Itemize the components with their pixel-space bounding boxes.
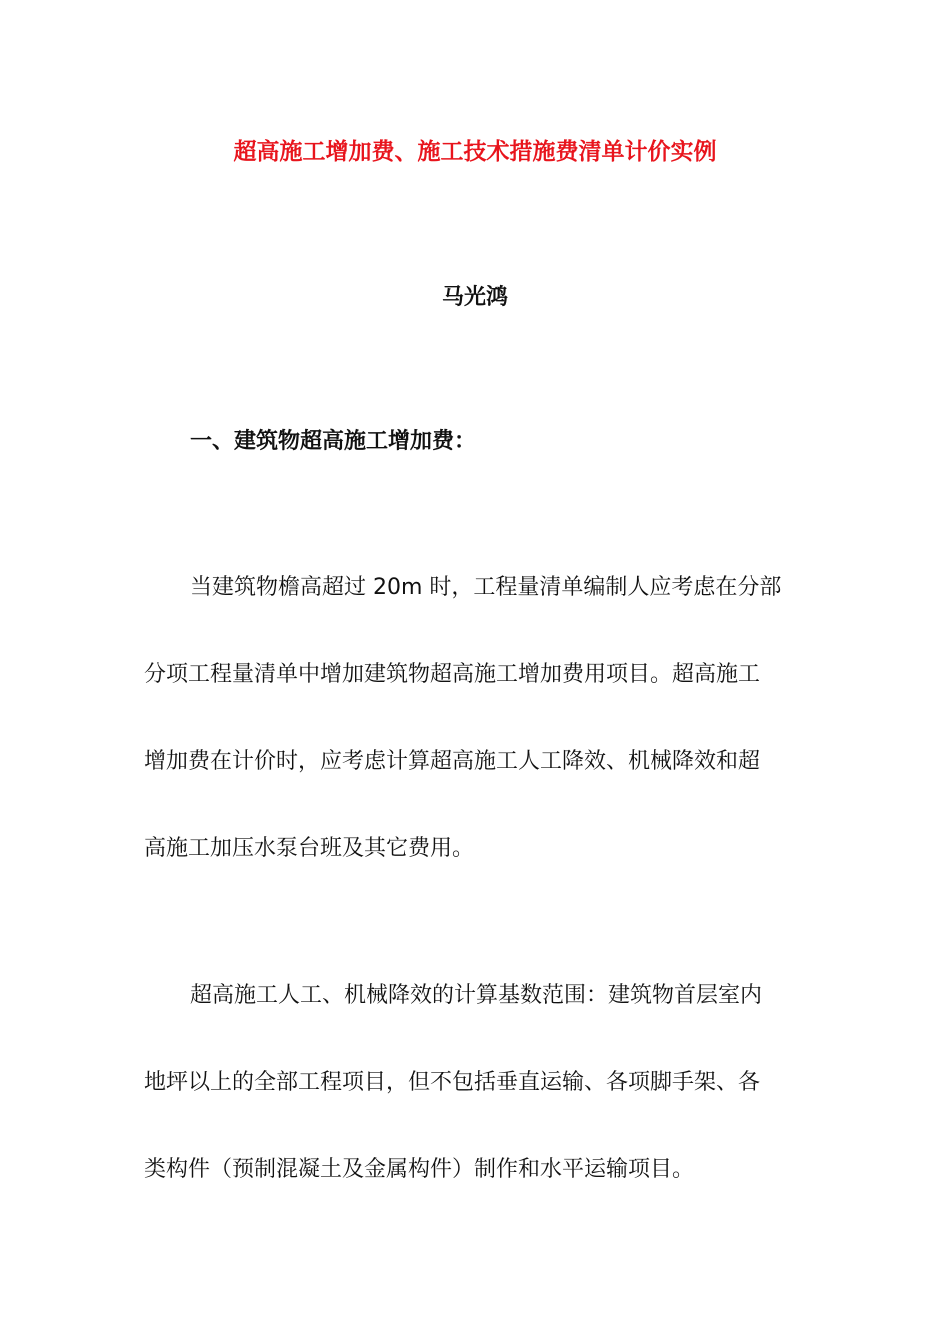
- paragraph-1-line-2: 分项工程量清单中增加建筑物超高施工增加费用项目。超高施工: [144, 662, 761, 687]
- author-name: 马光鸿: [441, 285, 508, 310]
- paragraph-1-line-3: 增加费在计价时，应考虑计算超高施工人工降效、机械降效和超: [144, 749, 761, 774]
- paragraph-1-line-1: 当建筑物檐高超过 20m 时，工程量清单编制人应考虑在分部: [190, 575, 782, 600]
- paragraph-2-line-3: 类构件（预制混凝土及金属构件）制作和水平运输项目。: [144, 1157, 695, 1182]
- paragraph-2-line-2: 地坪以上的全部工程项目，但不包括垂直运输、各项脚手架、各: [144, 1070, 761, 1095]
- section-heading: 一、建筑物超高施工增加费：: [190, 429, 477, 454]
- paragraph-1-line-4: 高施工加压水泵台班及其它费用。: [144, 836, 475, 861]
- document-title: 超高施工增加费、施工技术措施费清单计价实例: [233, 139, 717, 165]
- paragraph-2-line-1: 超高施工人工、机械降效的计算基数范围：建筑物首层室内: [190, 983, 763, 1008]
